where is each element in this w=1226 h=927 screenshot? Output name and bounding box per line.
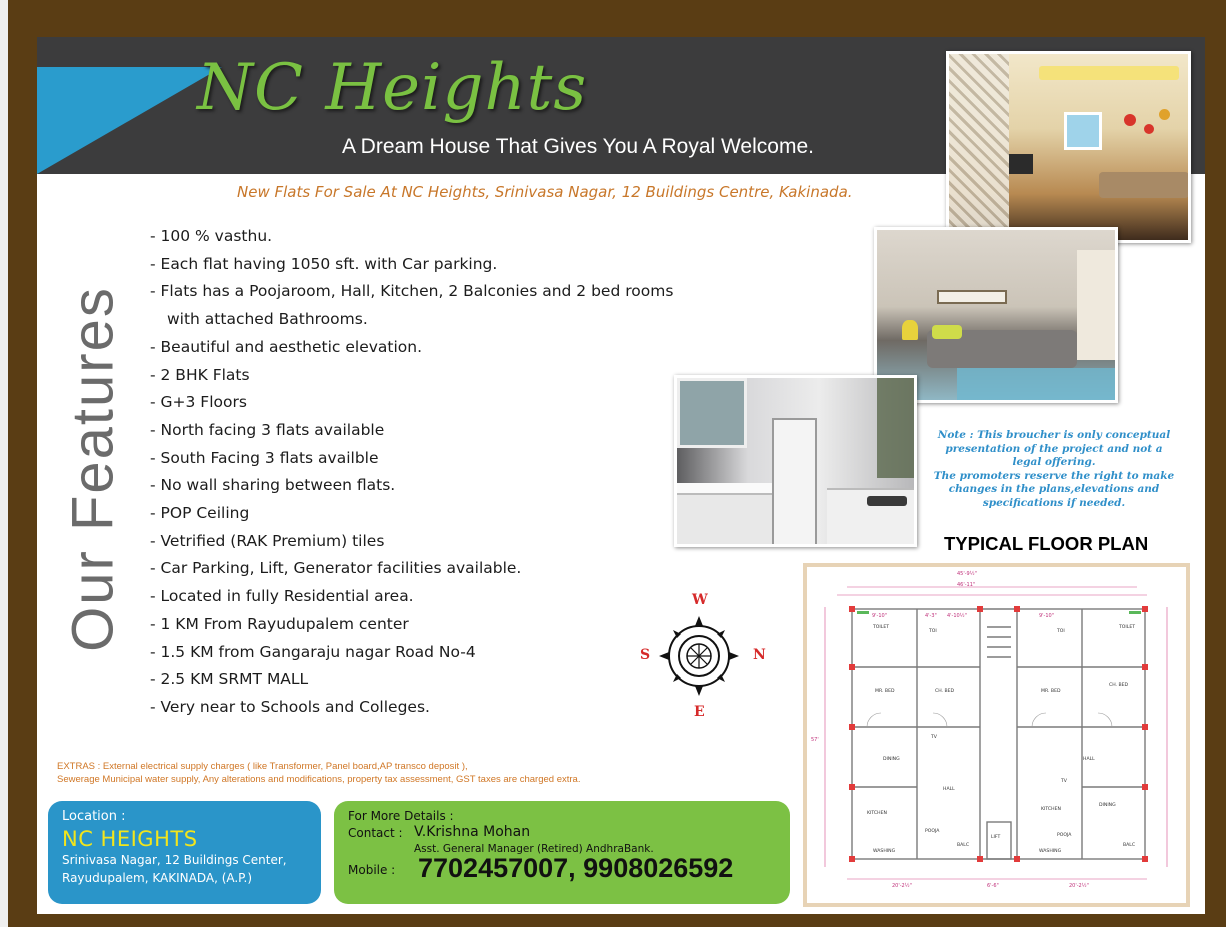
fp-dim-d3: 4'-10½" (947, 613, 967, 619)
feature-item: - Vetrified (RAK Premium) tiles (150, 531, 385, 550)
fp-label-dining-left: DINING (883, 757, 900, 762)
tagline: A Dream House That Gives You A Royal Welcome. (342, 135, 814, 158)
location-name: NC HEIGHTS (62, 827, 198, 851)
fp-label-pooja-left: POOJA (925, 829, 940, 834)
fp-label-chbed-right: CH. BED (1109, 683, 1129, 688)
floor-plan-svg (807, 567, 1186, 903)
fp-dim-side: 57' (811, 737, 819, 743)
fp-label-toi-left: TOI (929, 629, 937, 634)
location-address-1: Srinivasa Nagar, 12 Buildings Center, (62, 853, 287, 867)
brochure (37, 37, 1205, 914)
compass-east: E (694, 704, 705, 720)
fp-label-mrbed-right: MR. BED (1041, 689, 1061, 694)
fp-label-hall-left: HALL (943, 787, 955, 792)
fp-dim-d1: 9'-10" (872, 613, 888, 619)
feature-item: - Each flat having 1050 sft. with Car parking. (150, 254, 498, 273)
fp-dim-top2: 46'-11" (957, 582, 976, 588)
disclaimer-note (933, 429, 1175, 510)
extras-line-2: Sewerage Municipal water supply, Any alterations and modifications, property tax assessment, GST taxes are charged extra. (57, 774, 581, 785)
fp-label-kitchen-left: KITCHEN (867, 811, 887, 816)
fp-label-lift: LIFT (991, 835, 1001, 840)
fp-dim-bottom2: 6'-6" (987, 883, 999, 889)
fp-label-washing-left: WASHING (873, 849, 896, 854)
floor-plan-drawing (803, 563, 1190, 907)
fp-label-mrbed-left: MR. BED (875, 689, 895, 694)
fp-label-balc-right: BALC (1123, 843, 1136, 848)
compass-west: W (692, 592, 708, 608)
mobile-row (348, 853, 776, 883)
fp-label-balc-left: BALC (957, 843, 970, 848)
fp-dim-d4: 9'-10" (1039, 613, 1055, 619)
feature-item: - No wall sharing between flats. (150, 476, 396, 495)
feature-item: - 2.5 KM SRMT MALL (150, 670, 309, 689)
fp-label-tv-left: TV (931, 735, 937, 740)
fp-dim-bottom3: 20'-2½" (1069, 883, 1089, 889)
fp-dim-bottom1: 20'-2½" (892, 883, 912, 889)
features-heading (60, 209, 126, 729)
feature-item: - 100 % vasthu. (150, 227, 273, 245)
fp-dim-d2: 4'-3" (925, 613, 937, 619)
fp-dim-top1: 45'-9½" (957, 571, 977, 577)
features-heading-text: Our Features (60, 286, 126, 652)
fp-label-dining-right: DINING (1099, 803, 1116, 808)
phone-numbers: 7702457007, 9908026592 (418, 853, 734, 883)
kitchen-photo (674, 375, 917, 547)
brand-title: NC Heights (197, 51, 588, 125)
feature-item: - G+3 Floors (150, 393, 247, 412)
contact-heading: For More Details : (348, 809, 454, 823)
feature-item: - POP Ceiling (150, 504, 250, 523)
feature-item: - Beautiful and aesthetic elevation. (150, 337, 423, 356)
fp-label-washing-right: WASHING (1039, 849, 1062, 854)
features-list (150, 223, 673, 722)
fp-label-hall-right: HALL (1083, 757, 1095, 762)
feature-item: with attached Bathrooms. (167, 310, 368, 329)
location-label: Location : (62, 809, 126, 824)
contact-box (334, 801, 790, 904)
frame-edge (0, 0, 8, 927)
feature-item: - South Facing 3 flats availble (150, 448, 379, 467)
contact-label: Contact : (348, 826, 403, 840)
feature-item: - Car Parking, Lift, Generator facilities available. (150, 559, 522, 578)
extras-line-1: EXTRAS : External electrical supply charges ( like Transformer, Panel board,AP transco deposit ), (57, 761, 468, 772)
floor-plan-title: TYPICAL FLOOR PLAN (944, 533, 1149, 554)
location-address-2: Rayudupalem, KAKINADA, (A.P.) (62, 871, 253, 885)
fp-label-pooja-right: POOJA (1057, 833, 1072, 838)
compass (637, 594, 767, 724)
feature-item: - North facing 3 flats available (150, 420, 385, 439)
fp-label-toilet-left: TOILET (873, 625, 890, 630)
note-line-1: Note : This broucher is only conceptual presentation of the project and not a legal offering. (937, 429, 1171, 468)
mobile-label: Mobile : (348, 863, 396, 877)
header-accent-triangle (37, 67, 222, 174)
fp-label-tv-right: TV (1061, 779, 1067, 784)
fp-label-toilet-right: TOILET (1119, 625, 1136, 630)
feature-item: - 1 KM From Rayudupalem center (150, 614, 409, 633)
extras-note (57, 760, 580, 786)
subheading: New Flats For Sale At NC Heights, Srinivasa Nagar, 12 Buildings Centre, Kakinada. (237, 183, 853, 201)
contact-row (348, 826, 776, 840)
feature-item: - Located in fully Residential area. (150, 587, 414, 606)
living-room-photo (946, 51, 1191, 243)
fp-label-chbed-left: CH. BED (935, 689, 955, 694)
location-box (48, 801, 321, 904)
feature-item: - 1.5 KM from Gangaraju nagar Road No-4 (150, 642, 476, 661)
contact-designation: Asst. General Manager (Retired) AndhraBank. (414, 843, 654, 855)
feature-item: - 2 BHK Flats (150, 365, 250, 384)
fp-label-toi-right: TOI (1057, 629, 1065, 634)
contact-name: V.Krishna Mohan (414, 824, 531, 840)
feature-item: - Very near to Schools and Colleges. (150, 697, 430, 716)
compass-south: S (640, 647, 651, 663)
fp-label-kitchen-right: KITCHEN (1041, 807, 1061, 812)
feature-item: - Flats has a Poojaroom, Hall, Kitchen, 2 Balconies and 2 bed rooms (150, 282, 674, 301)
compass-north: N (753, 647, 766, 663)
note-line-2: The promoters reserve the right to make changes in the plans,elevations and specifications if needed. (933, 469, 1175, 509)
